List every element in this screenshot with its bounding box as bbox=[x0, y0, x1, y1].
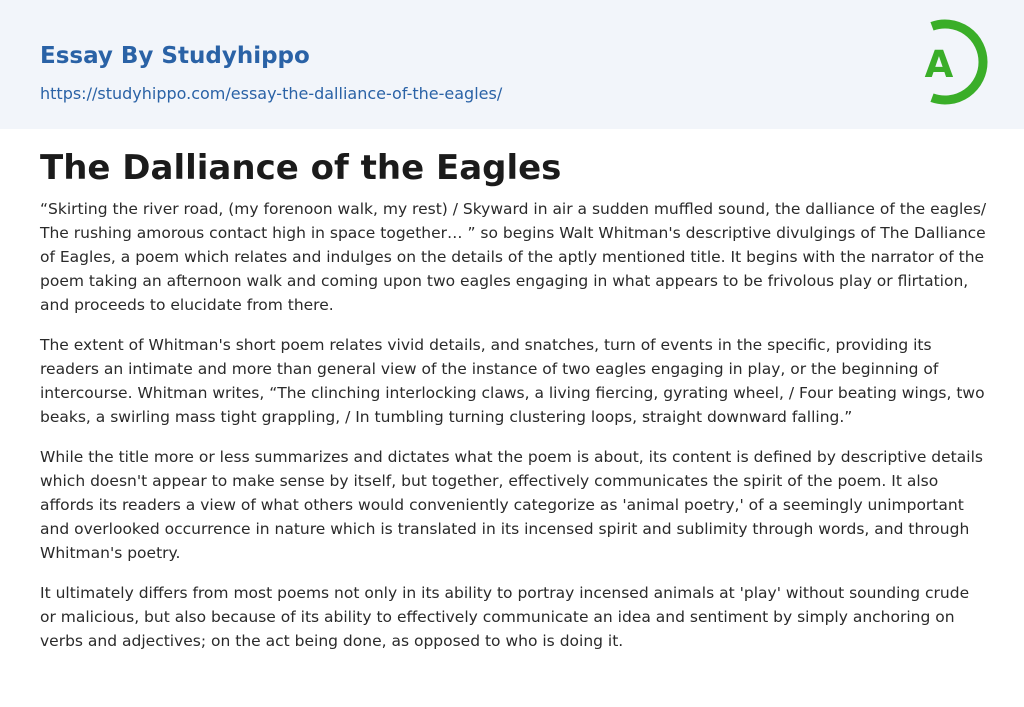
article-paragraph-1: “Skirting the river road, (my forenoon walk, my rest) / Skyward in air a sudden muffled sound, the dalliance of the eagles/ The rushing amorous contact high in space together… ” so begins Walt Whitman's descriptive divulgings of The Dalliance of Eagles, a poem which relates and indulges on the details of the aptly mentioned title. It begins with the narrator of the poem taking an afternoon walk and coming upon two eagles engaging in what appears to be frivolous play or flirtation, and proceeds to elucidate from there. bbox=[40, 200, 987, 314]
logo-letter: A bbox=[924, 43, 954, 86]
essay-url-link[interactable]: https://studyhippo.com/essay-the-dalliance-of-the-eagles/ bbox=[40, 84, 503, 103]
article-paragraph-4: It ultimately differs from most poems not only in its ability to portray incensed animals at 'play' without sounding crude or malicious, but also because of its ability to effectively communicate an idea and sentiment by simply anchoring on verbs and adjectives; on the act being done, as opposed to who is doing it. bbox=[40, 584, 970, 650]
page-header bbox=[0, 0, 1024, 129]
site-brand[interactable]: Essay By Studyhippo bbox=[40, 43, 310, 69]
article-title: The Dalliance of the Eagles bbox=[40, 148, 562, 188]
article bbox=[40, 146, 988, 669]
article-paragraph-2: The extent of Whitman's short poem relates vivid details, and snatches, turn of events in the specific, providing its readers an intimate and more than general view of the instance of two eagles engaging in play, or the beginning of intercourse. Whitman writes, “The clinching interlocking claws, a living fiercing, gyrating wheel, / Four beating wings, two beaks, a swirling mass tight grappling, / In tumbling turning clustering loops, straight downward falling.” bbox=[40, 336, 985, 426]
article-paragraph-3: While the title more or less summarizes and dictates what the poem is about, its content is defined by descriptive details which doesn't appear to make sense by itself, but together, effectively communicates the spirit of the poem. It also affords its readers a view of what others would conveniently categorize as 'animal poetry,' of a seemingly unimportant and overlooked occurrence in nature which is translated in its incensed spirit and sublimity through words, and through Whitman's poetry. bbox=[40, 448, 983, 562]
studyhippo-a-logo-icon[interactable] bbox=[908, 18, 988, 106]
